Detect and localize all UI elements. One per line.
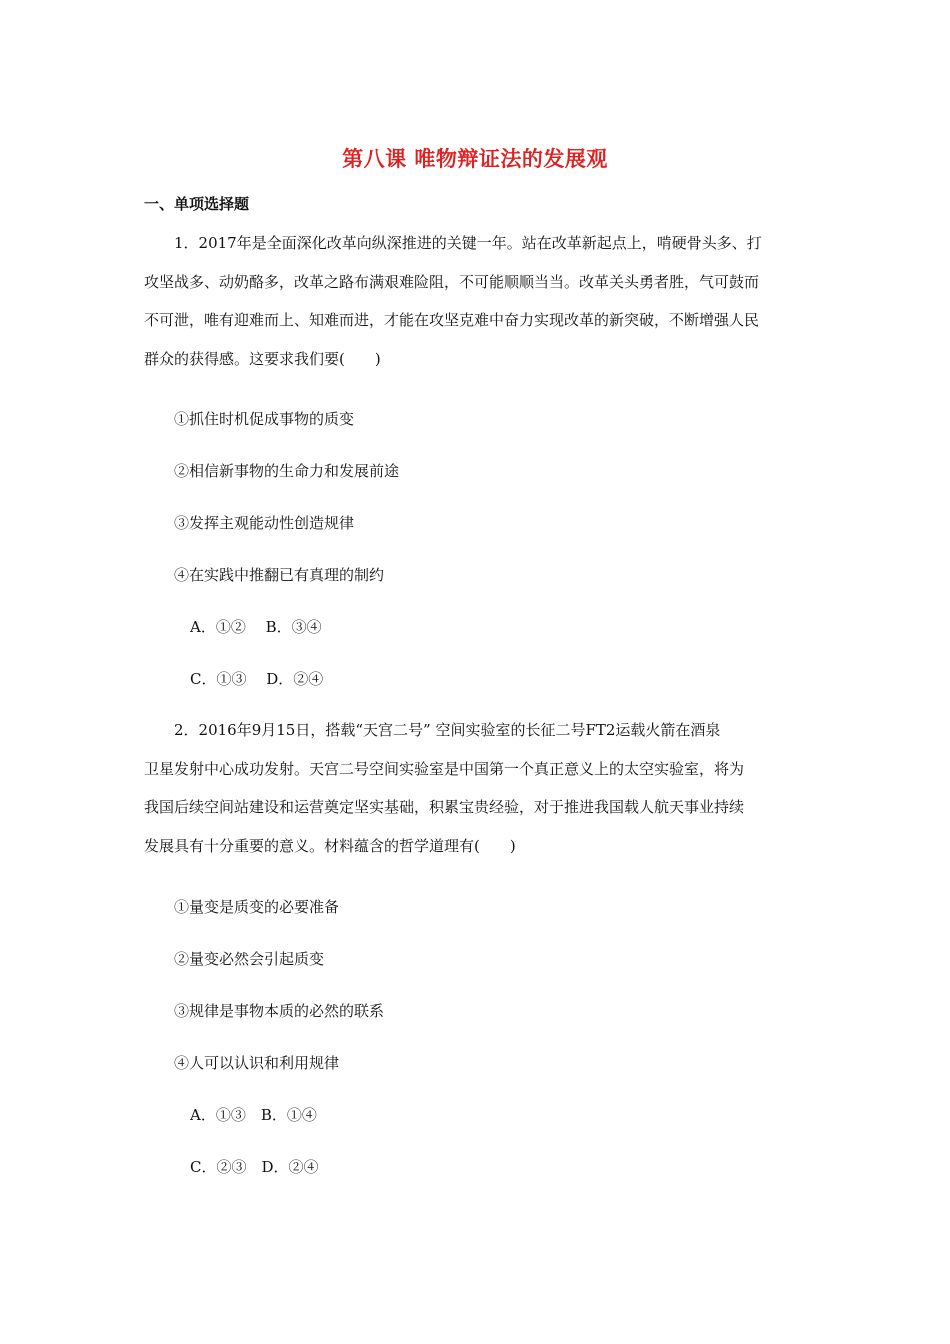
- question-2-line-1: 2．2016年9月15日，搭载“天宫二号” 空间实验室的长征二号FT2运载火箭在酒泉: [174, 721, 721, 739]
- question-1-line-4: 群众的获得感。这要求我们要( ): [144, 349, 381, 368]
- question-2-stem: [144, 711, 808, 865]
- question-2-line-4: 发展具有十分重要的意义。材料蕴含的哲学道理有( ): [144, 836, 516, 855]
- question-2-line-2: 卫星发射中心成功发射。天宫二号空间实验室是中国第一个真正意义上的太空实验室，将为: [144, 759, 745, 778]
- section-heading: 一、单项选择题: [144, 195, 250, 213]
- question-2-option-2: ②量变必然会引起质变: [174, 950, 325, 968]
- question-1-option-2: ②相信新事物的生命力和发展前途: [174, 462, 400, 480]
- document-title: 第八课 唯物辩证法的发展观: [342, 147, 608, 171]
- question-1-choices-cd: C．①③ D．②④: [190, 670, 324, 688]
- question-2-choices-ab: A．①③ B．①④: [190, 1106, 317, 1124]
- question-2-line-3: 我国后续空间站建设和运营奠定坚实基础，积累宝贵经验，对于推进我国载人航天事业持续: [144, 798, 745, 816]
- question-2-choices-cd: C．②③ D．②④: [190, 1158, 319, 1176]
- question-1-option-1: ①抓住时机促成事物的质变: [174, 410, 355, 428]
- question-1-line-1: 1．2017年是全面深化改革向纵深推进的关键一年。站在改革新起点上，啃硬骨头多、打: [174, 234, 762, 252]
- question-1-option-4: ④在实践中推翻已有真理的制约: [174, 566, 385, 584]
- question-2-option-4: ④人可以认识和利用规律: [174, 1054, 340, 1072]
- question-1-stem: [144, 224, 808, 378]
- question-1-line-2: 攻坚战多、动奶酪多，改革之路布满艰难险阻，不可能顺顺当当。改革关头勇者胜，气可鼓而: [144, 272, 760, 291]
- question-1-line-3: 不可泄，唯有迎难而上、知难而进，才能在攻坚克难中奋力实现改革的新突破，不断增强人民: [144, 311, 760, 329]
- question-2-option-1: ①量变是质变的必要准备: [174, 898, 340, 916]
- question-2-option-3: ③规律是事物本质的必然的联系: [174, 1002, 385, 1020]
- question-1-option-3: ③发挥主观能动性创造规律: [174, 514, 355, 532]
- question-1-choices-ab: A．①② B．③④: [190, 618, 322, 636]
